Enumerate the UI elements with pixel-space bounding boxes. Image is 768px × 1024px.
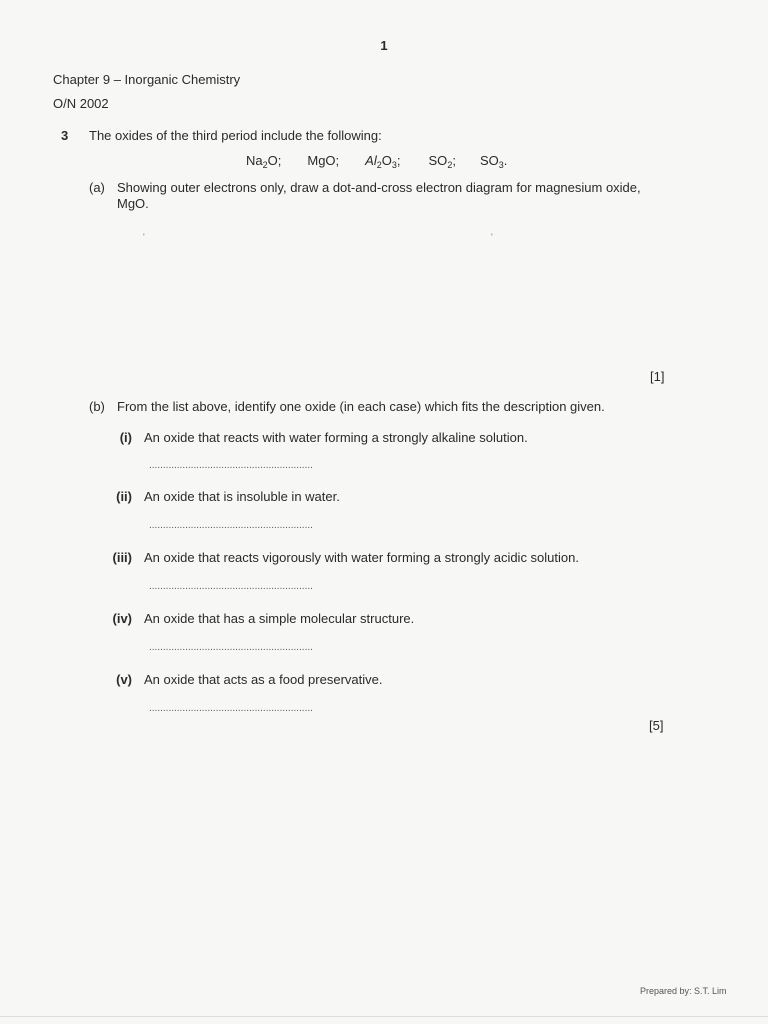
answer-line-iii[interactable]: ...........................................................: [149, 581, 313, 592]
oxide-list: [246, 153, 507, 170]
oxide-mgo: MgO;: [307, 153, 340, 168]
item-iv-text: An oxide that has a simple molecular structure.: [144, 611, 415, 626]
item-v-text: An oxide that acts as a food preservative.: [144, 672, 383, 687]
oxide-so3: $SO_3$.: [479, 153, 508, 170]
oxide-na2o: $Na_2O$;: [246, 153, 282, 170]
item-ii-text: An oxide that is insoluble in water.: [144, 489, 340, 504]
item-iii-label: (iii): [112, 550, 132, 565]
part-b-label: (b): [89, 399, 105, 414]
chapter-heading: Chapter 9 – Inorganic Chemistry: [53, 72, 241, 87]
part-a-text: Showing outer electrons only, draw a dot-and-cross electron diagram for magnesium oxide, MgO.: [117, 180, 641, 211]
part-b-marks: [5]: [649, 718, 664, 733]
scan-mark: ': [491, 232, 493, 242]
item-i-text: An oxide that reacts with water forming a strongly alkaline solution.: [144, 430, 528, 445]
item-iii-text: An oxide that reacts vigorously with water forming a strongly acidic solution.: [144, 550, 579, 565]
answer-line-v[interactable]: ...........................................................: [149, 703, 313, 714]
page-edge-line: [0, 1016, 768, 1017]
item-ii-label: (ii): [116, 489, 132, 504]
page-number: 1: [380, 38, 388, 53]
part-a-marks: [1]: [650, 369, 665, 384]
oxide-so2: $SO_2$;: [428, 153, 456, 170]
item-v-label: (v): [116, 672, 132, 687]
question-number: 3: [61, 128, 69, 143]
item-i-label: (i): [119, 430, 132, 445]
answer-line-ii[interactable]: ...........................................................: [149, 520, 313, 531]
scan-mark: ': [143, 232, 145, 242]
answer-line-i[interactable]: ...........................................................: [149, 460, 313, 471]
question-stem: The oxides of the third period include the following:: [89, 128, 382, 143]
part-b-text: From the list above, identify one oxide (in each case) which fits the description given.: [117, 399, 605, 414]
item-iv-label: (iv): [112, 611, 132, 626]
oxide-al2o3: $Al_2O_3$;: [365, 153, 401, 170]
answer-line-iv[interactable]: ...........................................................: [149, 642, 313, 653]
prepared-by-footer: Prepared by: S.T. Lim: [640, 986, 727, 996]
exam-session: O/N 2002: [53, 96, 109, 111]
part-a-label: (a): [89, 180, 105, 195]
